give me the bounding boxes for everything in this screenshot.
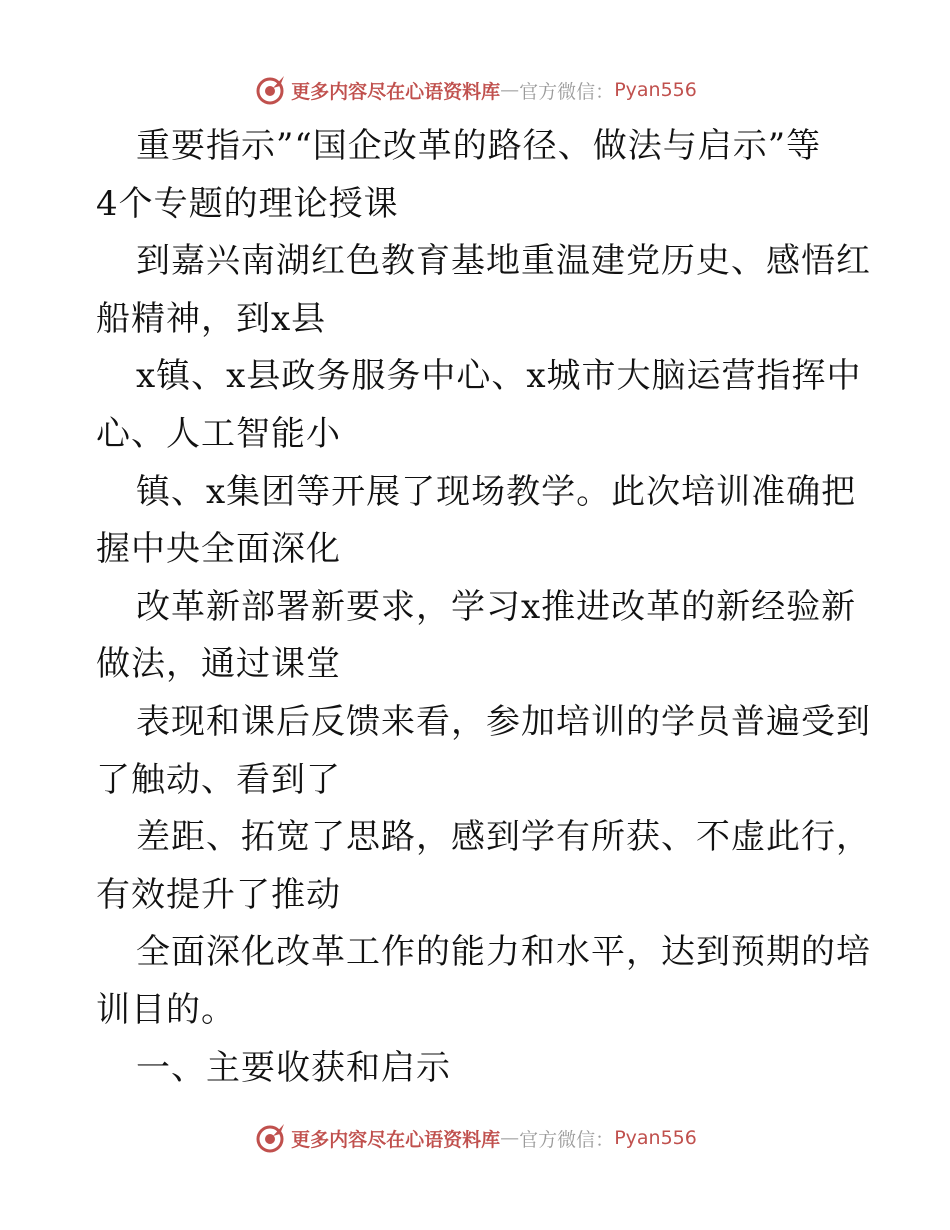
paragraph-line: 全面深化改革工作的能力和水平，达到预期的培: [136, 932, 871, 973]
paragraph-line: 船精神，到x县: [96, 298, 327, 339]
quill-logo-icon: [253, 1121, 287, 1155]
paragraph-line: 改革新部署新要求，学习x推进改革的新经验新: [136, 586, 857, 627]
header-watermark: [0, 70, 950, 110]
paragraph-line: 握中央全面深化: [96, 529, 341, 570]
paragraph-line: 做法，通过课堂: [96, 644, 341, 685]
watermark-title: 更多内容尽在心语资料库: [291, 80, 501, 103]
watermark-wechat-id: Pyan556: [614, 79, 697, 101]
watermark-wechat-label: 官方微信：: [519, 80, 615, 103]
footer-watermark: [0, 1118, 950, 1158]
watermark-wechat-id: Pyan556: [614, 1127, 697, 1149]
paragraph-line: 了触动、看到了: [96, 759, 341, 800]
paragraph-line: 有效提升了推动: [96, 874, 341, 915]
watermark-title: 更多内容尽在心语资料库: [291, 1128, 501, 1151]
quill-logo-icon: [253, 73, 287, 107]
section-heading: 一、主要收获和启示: [136, 1047, 451, 1088]
document-body: [96, 118, 871, 1097]
paragraph-line: 心、人工智能小: [96, 413, 341, 454]
paragraph-line: 训目的。: [96, 989, 236, 1030]
watermark-dash: —: [500, 79, 520, 101]
paragraph-line: 到嘉兴南湖红色教育基地重温建党历史、感悟红: [136, 241, 871, 282]
paragraph-line: 镇、x集团等开展了现场教学。此次培训准确把: [136, 471, 857, 512]
paragraph-line: 4个专题的理论授课: [96, 183, 399, 224]
paragraph-line: x镇、x县政务服务中心、x城市大脑运营指挥中: [136, 356, 862, 397]
paragraph-line: 重要指示”“国企改革的路径、做法与启示”等: [136, 126, 822, 166]
paragraph-line: 差距、拓宽了思路，感到学有所获、不虚此行，: [136, 817, 871, 858]
watermark-wechat-label: 官方微信：: [519, 1128, 615, 1151]
watermark-dash: —: [500, 1127, 520, 1149]
paragraph-line: 表现和课后反馈来看，参加培训的学员普遍受到: [136, 701, 871, 742]
